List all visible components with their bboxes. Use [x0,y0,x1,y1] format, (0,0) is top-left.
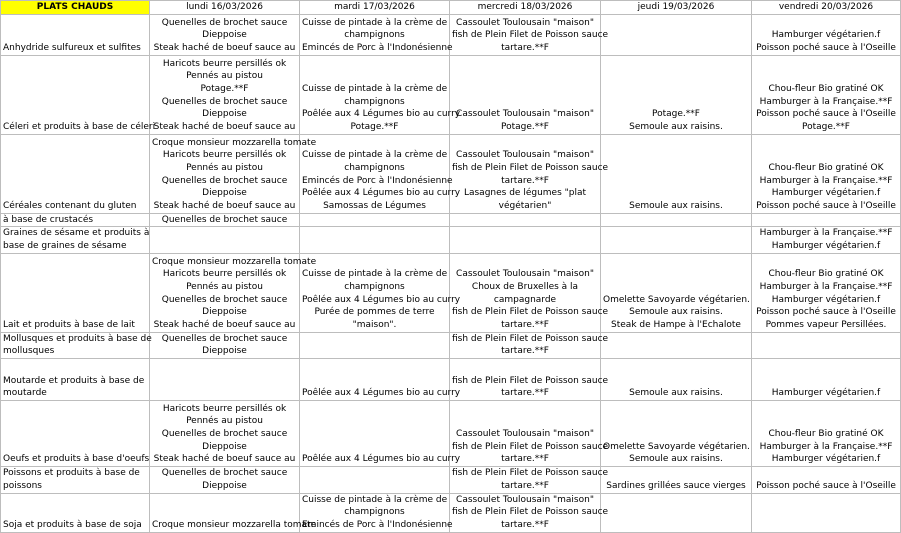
dish-cell [450,134,609,213]
dish-line: Purée de pommes de terre [314,307,435,318]
dish-line: Steak haché de boeuf sauce au [153,201,296,212]
dish-cell [150,493,317,532]
dish-cell [601,14,752,55]
table-row [1,332,901,358]
allergen-label: Oeufs et produits à base d'oeufs [3,454,150,465]
allergen-cell [1,14,150,55]
dish-line: Chou-fleur Bio gratiné OK [768,162,884,173]
dish-line: Steak de Hampe à l'Echalote [611,320,741,331]
dish-line: Pennés au pistou [186,71,263,82]
dish-cell [450,493,609,532]
dish-cell [150,134,317,213]
allergen-cell [1,332,150,358]
header-row [1,1,901,15]
allergen-label: Poissons et produits à base de [3,468,140,479]
dish-line: Poisson poché sauce à l'Oseille [756,43,896,54]
allergen-cell [1,134,150,213]
dish-cell [300,467,450,493]
dish-cell [300,359,461,401]
dish-line: champignons [344,507,405,518]
dish-line: Cassoulet Toulousain "maison" [456,150,594,161]
allergen-label: Céréales contenant du gluten [3,201,137,212]
table-row [1,55,901,134]
dish-line: Pommes vapeur Persillées. [765,320,887,331]
dish-line: Hamburger végétarien.f [771,188,881,199]
dish-line: Pennés au pistou [186,162,263,173]
dish-line: Haricots beurre persillés ok [162,269,287,280]
dish-line: Croque monsieur mozzarella tomate [152,256,317,267]
dish-line: Sardines grillées sauce vierges [606,480,746,491]
table-row [1,227,901,253]
dish-line: Pennés au pistou [186,416,263,427]
dish-cell [752,213,901,227]
dish-line: Poisson poché sauce à l'Oseille [756,480,896,491]
allergen-label: moutarde [3,388,47,399]
dish-cell [150,213,300,227]
dish-cell [150,359,300,401]
dish-line: Semoule aux raisins. [629,122,723,133]
dish-line: champignons [344,30,405,41]
dish-line: Cassoulet Toulousain "maison" [456,17,594,28]
dish-line: Hamburger végétarien.f [771,454,881,465]
dish-line: Steak haché de boeuf sauce au [153,43,296,54]
dish-line: fish de Plein Filet de Poisson sauce [452,375,609,386]
dish-line: Dieppoise [202,188,247,199]
dish-line: Steak haché de boeuf sauce au [153,320,296,331]
dish-line: "maison". [352,320,397,331]
dish-line: Quenelles de brochet sauce [161,333,288,344]
dish-line: Potage.**F [200,83,249,94]
dish-line: Dieppoise [202,346,247,357]
dish-line: Steak haché de boeuf sauce au [153,454,296,465]
dish-line: tartare.**F [501,320,549,331]
dish-cell [450,401,609,467]
dish-line: Potage.**F [802,122,850,133]
dish-line: fish de Plein Filet de Poisson sauce [452,30,609,41]
allergen-label: Graines de sésame et produits à [3,228,150,239]
dish-cell [752,134,901,213]
dish-cell [601,55,752,134]
dish-line: Choux de Bruxelles à la [471,282,579,293]
dish-line: Potage.**F [501,122,549,133]
allergen-cell [1,253,150,332]
dish-line: Cassoulet Toulousain "maison" [456,109,594,120]
dish-cell [752,359,901,401]
dish-cell [150,401,300,467]
dish-line: Dieppoise [202,480,247,491]
table-row [1,401,901,467]
dish-line: Croque monsieur mozzarella tomate [152,519,317,530]
table-row [1,14,901,55]
dish-cell [450,467,609,493]
allergen-cell [1,359,150,401]
dish-line: Poisson poché sauce à l'Oseille [756,307,896,318]
dish-cell [450,14,609,55]
dish-cell [300,134,461,213]
dish-line: Hamburger végétarien.f [771,294,881,305]
dish-line: Quenelles de brochet sauce [161,468,288,479]
dish-line: Hamburger à la Française.**F [759,282,893,293]
dish-line: Quenelles de brochet sauce [161,214,288,225]
dish-line: Chou-fleur Bio gratiné OK [768,83,884,94]
table-row [1,213,901,227]
dish-line: Poêlée aux 4 Légumes bio au curry [302,294,461,305]
header-day: mercredi 18/03/2026 [450,1,601,15]
dish-line: tartare.**F [501,388,549,399]
table-row [1,493,901,532]
dish-line: Dieppoise [202,30,247,41]
dish-line: Cassoulet Toulousain "maison" [456,429,594,440]
dish-cell [150,253,317,332]
dish-cell [450,359,609,401]
dish-cell [150,55,300,134]
dish-line: tartare.**F [501,519,549,530]
dish-cell [300,401,461,467]
allergen-cell [1,213,150,227]
dish-cell [300,14,453,55]
dish-line: Hamburger végétarien.f [771,388,881,399]
dish-line: Cuisse de pintade à la crème de [302,17,448,28]
allergen-cell [1,467,150,493]
dish-line: tartare.**F [501,480,549,491]
dish-cell [150,227,300,253]
dish-line: fish de Plein Filet de Poisson sauce [452,468,609,479]
dish-cell [300,213,450,227]
dish-line: Semoule aux raisins. [629,201,723,212]
dish-line: fish de Plein Filet de Poisson sauce [452,507,609,518]
dish-cell [300,332,450,358]
dish-line: Chou-fleur Bio gratiné OK [768,429,884,440]
dish-line: fish de Plein Filet de Poisson sauce [452,333,609,344]
allergen-cell [1,401,150,467]
dish-cell [752,55,901,134]
dish-line: Hamburger à la Française.**F [759,96,893,107]
dish-line: Emincés de Porc à l'Indonésienne [302,519,453,530]
dish-line: Potage.**F [350,122,399,133]
allergen-label: mollusques [3,346,55,357]
dish-line: Croque monsieur mozzarella tomate [152,137,317,148]
menu-body [1,14,901,532]
allergen-label: base de graines de sésame [3,241,127,252]
dish-cell [300,493,453,532]
dish-cell [752,227,901,253]
dish-line: Omelette Savoyarde végétarien. [603,441,750,452]
dish-cell [752,493,901,532]
dish-line: tartare.**F [501,43,549,54]
dish-line: Semoule aux raisins. [629,307,723,318]
allergen-label: poissons [3,480,42,491]
allergen-label: Anhydride sulfureux et sulfites [3,43,141,54]
dish-line: Dieppoise [202,109,247,120]
dish-cell [752,253,901,332]
dish-cell [752,332,901,358]
allergen-label: Moutarde et produits à base de [3,375,145,386]
dish-line: Semoule aux raisins. [629,388,723,399]
table-row [1,467,901,493]
dish-line: Cassoulet Toulousain "maison" [456,494,594,505]
dish-line: Haricots beurre persillés ok [162,403,287,414]
dish-cell [752,467,901,493]
dish-cell [150,332,300,358]
dish-line: champignons [344,162,405,173]
allergen-cell [1,493,150,532]
dish-cell [601,467,752,493]
dish-line: tartare.**F [501,175,549,186]
dish-line: Steak haché de boeuf sauce au [153,122,296,133]
allergen-label: Soja et produits à base de soja [3,519,142,530]
dish-line: fish de Plein Filet de Poisson sauce [452,162,609,173]
dish-line: Haricots beurre persillés ok [162,58,287,69]
dish-line: tartare.**F [501,346,549,357]
dish-line: Lasagnes de légumes "plat [463,188,587,199]
allergen-label: Lait et produits à base de lait [3,320,135,331]
dish-line: Quenelles de brochet sauce [161,17,288,28]
allergen-cell [1,227,150,253]
dish-line: Poêlée aux 4 Légumes bio au curry [302,388,461,399]
dish-cell [450,227,601,253]
dish-cell [150,14,300,55]
header-day: mardi 17/03/2026 [300,1,450,15]
dish-cell [601,332,752,358]
dish-line: Pennés au pistou [186,282,263,293]
dish-line: tartare.**F [501,454,549,465]
table-row [1,253,901,332]
dish-line: Potage.**F [652,109,700,120]
dish-cell [300,253,461,332]
dish-line: Cuisse de pintade à la crème de [302,269,448,280]
dish-line: Poêlée aux 4 Légumes bio au curry [302,454,461,465]
dish-line: Dieppoise [202,307,247,318]
header-corner: PLATS CHAUDS [1,1,150,15]
dish-line: fish de Plein Filet de Poisson sauce [452,307,609,318]
dish-cell [150,467,300,493]
dish-line: Samossas de Légumes [323,201,426,212]
header-day: jeudi 19/03/2026 [601,1,752,15]
dish-line: Cuisse de pintade à la crème de [302,494,448,505]
dish-line: Cuisse de pintade à la crème de [302,150,448,161]
dish-line: végétarien" [498,201,552,212]
dish-line: Quenelles de brochet sauce [161,294,288,305]
dish-line: Chou-fleur Bio gratiné OK [768,269,884,280]
dish-line: Poêlée aux 4 Légumes bio au curry [302,109,461,120]
dish-cell [601,227,752,253]
allergen-cell [1,55,156,134]
dish-cell [601,359,752,401]
dish-line: Haricots beurre persillés ok [162,150,287,161]
dish-line: Cuisse de pintade à la crème de [302,83,448,94]
dish-cell [601,134,752,213]
dish-line: Poisson poché sauce à l'Oseille [756,201,896,212]
dish-line: Hamburger végétarien.f [771,241,881,252]
dish-line: Emincés de Porc à l'Indonésienne [302,175,453,186]
dish-line: fish de Plein Filet de Poisson sauce [452,441,609,452]
dish-line: Hamburger à la Française.**F [759,441,893,452]
allergen-label: Mollusques et produits à base de [3,333,152,344]
dish-line: Cassoulet Toulousain "maison" [456,269,594,280]
dish-cell [450,253,609,332]
dish-cell [601,493,752,532]
dish-cell [300,227,450,253]
dish-line: Quenelles de brochet sauce [161,96,288,107]
dish-line: Hamburger à la Française.**F [759,228,893,239]
header-day: lundi 16/03/2026 [150,1,300,15]
dish-cell [300,55,461,134]
dish-cell [752,14,901,55]
dish-line: Semoule aux raisins. [629,454,723,465]
dish-line: Dieppoise [202,441,247,452]
dish-line: Quenelles de brochet sauce [161,429,288,440]
dish-line: Omelette Savoyarde végétarien. [603,294,750,305]
dish-cell [601,401,752,467]
dish-line: Poêlée aux 4 Légumes bio au curry [302,188,461,199]
dish-cell [450,55,601,134]
dish-line: Emincés de Porc à l'Indonésienne [302,43,453,54]
allergen-label: à base de crustacés [3,214,94,225]
dish-line: Quenelles de brochet sauce [161,175,288,186]
dish-line: champignons [344,282,405,293]
table-row [1,134,901,213]
dish-cell [450,213,601,227]
dish-line: Hamburger végétarien.f [771,30,881,41]
dish-line: campagnarde [493,294,557,305]
dish-line: Hamburger à la Française.**F [759,175,893,186]
allergen-label: Céleri et produits à base de céleri [3,122,156,133]
dish-line: champignons [344,96,405,107]
table-row [1,359,901,401]
dish-cell [450,332,609,358]
header-day: vendredi 20/03/2026 [752,1,901,15]
dish-cell [601,213,752,227]
dish-cell [601,253,752,332]
dish-line: Poisson poché sauce à l'Oseille [756,109,896,120]
dish-cell [752,401,901,467]
